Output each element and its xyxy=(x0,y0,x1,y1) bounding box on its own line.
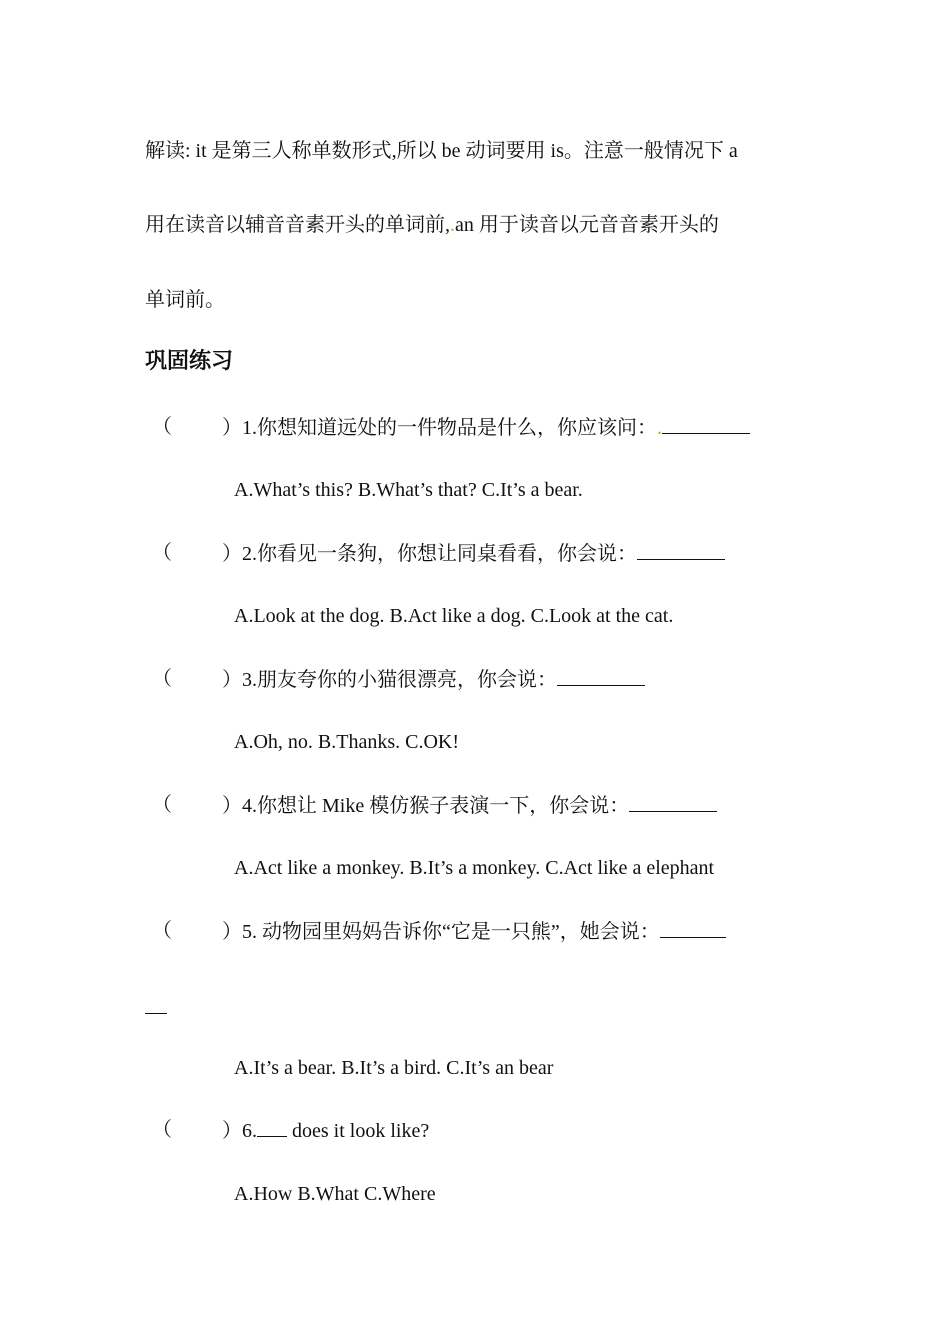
answer-blank-5-continued xyxy=(145,995,167,1020)
question-2-options: A.Look at the dog. B.Act like a dog. C.Look at the cat. xyxy=(234,605,674,627)
explanation-line-3: 单词前。 xyxy=(145,289,225,311)
question-3-options: A.Oh, no. B.Thanks. C.OK! xyxy=(234,731,459,753)
marker-dot: . xyxy=(657,417,662,439)
answer-paren-1: （ xyxy=(152,416,172,438)
question-5-text: ）5. 动物园里妈妈告诉你“它是一只熊”，她会说： xyxy=(222,921,660,943)
marker-dot: . xyxy=(450,214,455,236)
answer-blank-3[interactable] xyxy=(557,667,645,686)
question-3-text: ）3.朋友夸你的小猫很漂亮，你会说： xyxy=(222,669,557,691)
answer-paren-5: （ xyxy=(152,920,172,942)
answer-paren-6: （ xyxy=(152,1119,172,1141)
question-4-options: A.Act like a monkey. B.It’s a monkey. C.Act like a elephant xyxy=(234,857,715,879)
question-1-text: ）1.你想知道远处的一件物品是什么，你应该问： xyxy=(222,417,657,439)
question-6-options: A.How B.What C.Where xyxy=(234,1183,436,1205)
explanation-line-2 xyxy=(145,213,719,237)
question-4-text: ）4.你想让 Mike 模仿猴子表演一下，你会说： xyxy=(222,795,630,817)
answer-blank-4[interactable] xyxy=(629,793,717,812)
question-5-options: A.It’s a bear. B.It’s a bird. C.It’s an bear xyxy=(234,1057,554,1079)
question-3 xyxy=(222,667,645,692)
explanation-line-1: 解读: it 是第三人称单数形式,所以 be 动词要用 is。注意一般情况下 a xyxy=(145,140,738,162)
question-6-text-a: ）6. xyxy=(222,1120,257,1142)
answer-blank-1[interactable] xyxy=(662,415,750,434)
question-6-text-b: does it look like? xyxy=(287,1120,430,1142)
answer-blank-2[interactable] xyxy=(637,541,725,560)
question-1 xyxy=(222,415,750,440)
question-1-options: A.What’s this? B.What’s that? C.It’s a bear. xyxy=(234,479,583,501)
explanation-line-2-part-b: an 用于读音以元音音素开头的 xyxy=(455,214,719,236)
section-title: 巩固练习 xyxy=(145,349,234,374)
question-2 xyxy=(222,541,725,566)
answer-paren-2: （ xyxy=(152,542,172,564)
explanation-line-2-part-a: 用在读音以辅音音素开头的单词前, xyxy=(145,214,450,236)
answer-paren-4: （ xyxy=(152,794,172,816)
question-6 xyxy=(222,1118,429,1143)
question-5 xyxy=(222,919,726,944)
question-4 xyxy=(222,793,717,818)
answer-blank-5[interactable] xyxy=(660,919,726,938)
answer-blank-5-wrap[interactable] xyxy=(145,995,167,1014)
question-2-text: ）2.你看见一条狗，你想让同桌看看，你会说： xyxy=(222,543,637,565)
answer-paren-3: （ xyxy=(152,668,172,690)
answer-blank-6[interactable] xyxy=(257,1118,287,1137)
